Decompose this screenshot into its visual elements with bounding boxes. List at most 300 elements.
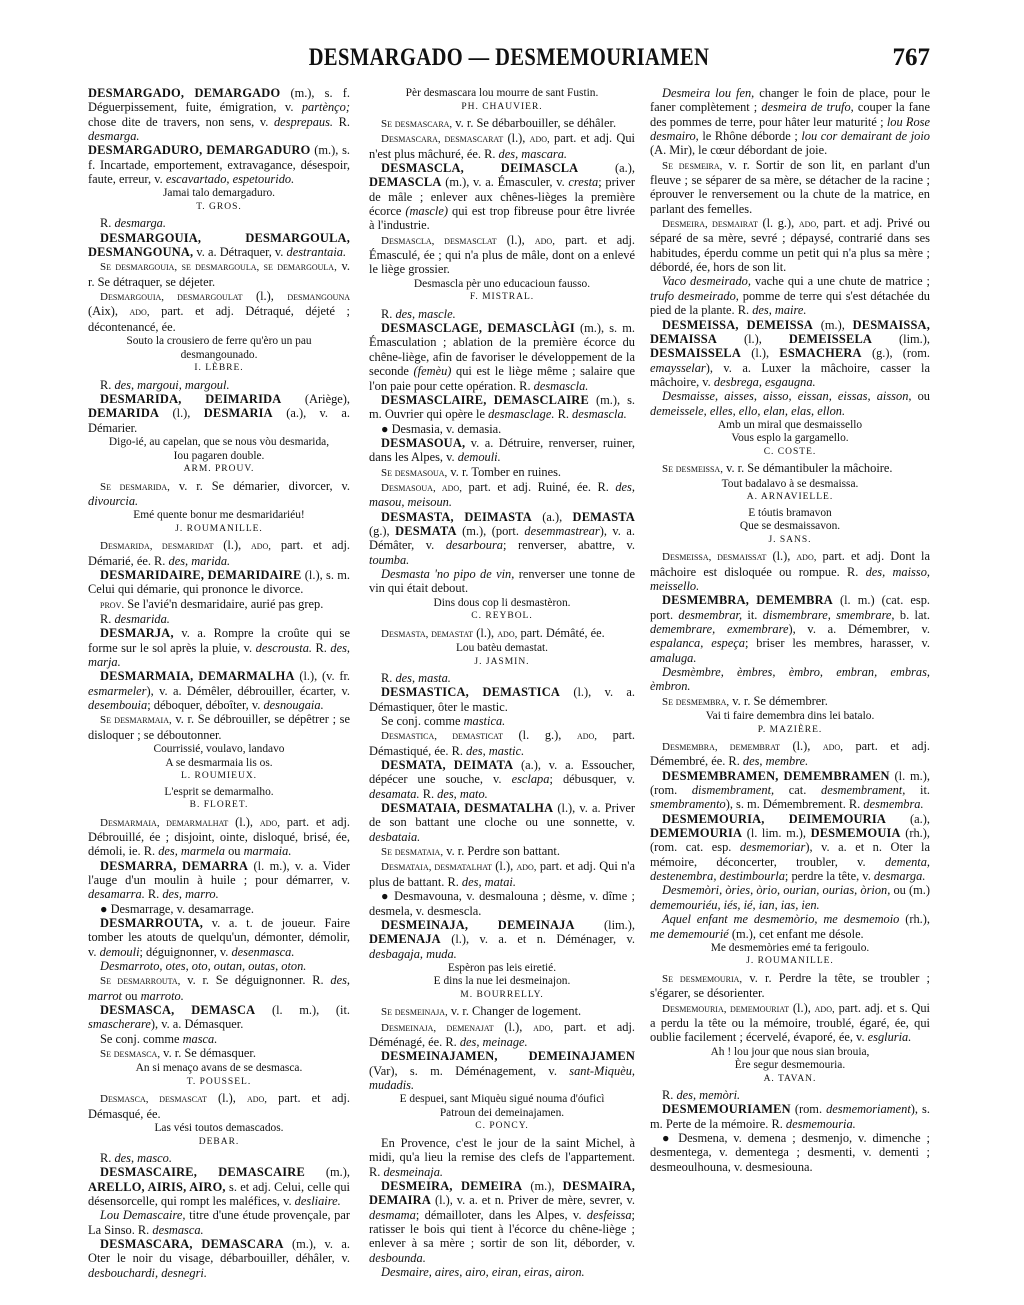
italic-text: desamarra. <box>88 887 145 902</box>
verse-citation <box>88 1122 350 1149</box>
entry-text: (A. Mir), le cœur débordant de joie. <box>650 143 828 158</box>
dictionary-entry <box>88 959 350 973</box>
italic-text: Desmèmbre, èmbres, èmbro, embran, embras, èmbron. <box>650 665 930 694</box>
dictionary-entry <box>369 671 635 685</box>
verse-citation <box>650 1046 930 1087</box>
column-right <box>650 86 930 1174</box>
italic-text: des, mato. <box>437 786 488 801</box>
entry-text: ou <box>224 844 244 859</box>
entry-text: v. a. Rompre la croûte qui se forme sur le sol après la pluie, v. <box>88 626 350 655</box>
entry-text: (l.), <box>228 814 260 829</box>
headword: ESMACHERA <box>779 346 862 361</box>
dictionary-entry <box>88 1208 350 1237</box>
entry-text: (l.), <box>503 131 530 146</box>
smallcaps-text: Desmargouia, desmargoulat <box>100 291 243 304</box>
italic-text: desmasclage. <box>488 407 555 422</box>
entry-text: (m.), s. m. Émasculation ; ablation de la première écorce du chêne-liège, afin de favoriser le développement de la seconde <box>369 321 635 379</box>
entry-text: (l.), <box>159 406 204 421</box>
dictionary-entry <box>88 538 350 568</box>
verse-line: E dins la nue lei desmeinajon. <box>433 975 571 988</box>
italic-text: Desmarroto, otes, oto, outan, outas, oton. <box>100 958 307 973</box>
italic-text: des, mascle. <box>395 306 456 321</box>
italic-text: sant-Miquèu, mudadis. <box>369 1063 635 1093</box>
entry-text: R. <box>312 640 331 655</box>
smallcaps-text: Desmeinaja, demenajat <box>381 1021 494 1034</box>
italic-text: toumba. <box>369 552 410 567</box>
entry-text: ), v. a. Démêler, débrouiller, écarter, v. <box>146 683 350 698</box>
smallcaps-text: ado, <box>534 234 555 247</box>
headword: DESMASCLA, DEIMASCLA <box>381 161 579 176</box>
italic-text: des, masco. <box>114 1151 172 1166</box>
italic-text: desmama <box>369 1207 416 1222</box>
italic-text: desmasca. <box>152 1222 204 1237</box>
headword: DESMAISSELA <box>650 346 742 361</box>
dictionary-entry <box>650 216 930 274</box>
verse-line: Jamai talo demargaduro. <box>162 187 276 200</box>
italic-text: des, mastic. <box>466 743 525 758</box>
dictionary-entry <box>650 158 930 216</box>
entry-text: R. <box>100 611 115 626</box>
dictionary-entry <box>650 1102 930 1131</box>
dictionary-entry <box>369 918 635 961</box>
italic-text: desfeissa <box>586 1207 632 1222</box>
dictionary-entry <box>369 1136 635 1179</box>
italic-text: desbrega, esgaugna. <box>713 374 816 389</box>
headword: DESMASCARA, DEMASCARA <box>100 1237 284 1252</box>
entry-text: it. <box>905 783 930 798</box>
italic-text: desenmasca. <box>231 944 295 959</box>
italic-text: desbounda. <box>369 1250 426 1265</box>
headword: DEMARIDA <box>88 406 160 421</box>
headword: DESMARIA <box>203 406 273 421</box>
entry-text: (l. m.) (cat. esp. port. <box>650 593 930 622</box>
smallcaps-text: ado, <box>814 1002 835 1015</box>
headword: DESMEMOURIAMEN <box>662 1102 791 1117</box>
verse-citation <box>88 1062 350 1089</box>
dictionary-entry <box>369 714 635 728</box>
entry-text: (rh.), (rom. cat. esp. <box>650 826 930 855</box>
dictionary-entry <box>88 1165 350 1208</box>
entry-text: ), v. a. Démembrer, v. <box>788 621 930 636</box>
entry-text: (m.), s. f. Incartade, emportement, extravagance, désespoir, faute, erreur, v. <box>88 143 350 187</box>
entry-text: part. et adj. Déménagé, ée. R. <box>369 1019 636 1050</box>
citation-author: A. TAVAN. <box>763 1073 817 1084</box>
dictionary-entry <box>369 728 635 758</box>
smallcaps-text: Se desmascara, <box>381 118 453 130</box>
headword: DESMASTICA, DEMASTICA <box>381 685 560 700</box>
italic-text: desmeinaja. <box>383 1164 444 1179</box>
entry-text: ; priver de mâle ; enlever aux chênes-lièges la première écorce <box>369 175 635 219</box>
headword: DESMASTA, DEIMASTA <box>381 509 532 524</box>
dictionary-entry <box>88 231 350 260</box>
smallcaps-text: Se desmeira, <box>662 159 723 172</box>
italic-text: dismembrare, smembrare, <box>762 607 895 622</box>
italic-text: desmarga. <box>114 216 166 231</box>
dictionary-entry <box>650 461 930 476</box>
verse-line: Courrissié, voulavo, landavo <box>153 743 285 756</box>
entry-text: ; perdre la tête, v. <box>784 869 874 884</box>
entry-text: (l.), <box>741 346 780 361</box>
italic-text: desbagaja, muda. <box>369 946 457 961</box>
headword: DESMEINAJAMEN, DEMEINAJAMEN <box>381 1049 635 1064</box>
entry-text: (l. g.), <box>502 728 577 743</box>
smallcaps-text: Desmeissa, desmaissat <box>662 551 767 564</box>
dictionary-entry <box>650 593 930 665</box>
entry-text: (m.), <box>304 1165 351 1180</box>
entry-text: s. et adj. Celui, celle qui désensorcelle, qui rompt les maléfices, v. <box>88 1179 350 1209</box>
smallcaps-text: ado, <box>259 816 280 829</box>
entry-text: Se l'avié'n desmaridaire, aurié pas grep. <box>124 596 324 611</box>
italic-text: desliaire. <box>294 1194 341 1209</box>
entry-text: (l.), <box>789 1000 815 1015</box>
dictionary-entry <box>88 902 350 916</box>
entry-text: ), s. m. Démembrement. R. <box>725 797 864 812</box>
italic-text: desnougaia. <box>263 698 324 712</box>
entry-text: ; débusquer, v. <box>549 772 635 787</box>
italic-text: (femèu) <box>413 364 452 379</box>
dictionary-entry <box>369 233 635 277</box>
smallcaps-text: Desmastica, demasticat <box>381 730 503 743</box>
italic-text: des, margoui, margoul. <box>114 377 230 392</box>
italic-text: desmembrament, <box>821 783 906 798</box>
entry-text: (g.), (rom. <box>861 346 930 361</box>
entry-text: ; renverser, abattre, v. <box>502 538 636 553</box>
dictionary-entry <box>88 815 350 859</box>
entry-text: part. et adj. Ruiné, ée. R. <box>461 479 616 494</box>
smallcaps-text: desmangouna <box>287 291 350 304</box>
italic-text: emaysselar <box>650 360 706 375</box>
italic-text: escavartado, espetourido. <box>165 172 295 187</box>
verse-line: Las vési toutos demascados. <box>154 1122 284 1135</box>
entry-text: R. <box>381 671 396 685</box>
citation-author: C. REYBOL. <box>471 611 533 622</box>
entry-text: v. r. Se démembrer. <box>729 693 828 708</box>
entry-text: (l.), v. a. et n. Déménager, v. <box>440 932 635 947</box>
entry-text: (l. lim. m.), <box>742 826 811 841</box>
headword: DESMASOUA, <box>381 435 466 450</box>
entry-text: (m.), s. f. Déguerpissement, fuite, émigration, v. <box>88 86 350 115</box>
entry-text: (l.), <box>766 549 797 564</box>
smallcaps-text: ado, <box>250 540 272 553</box>
entry-text: (l.), <box>473 625 498 640</box>
dictionary-entry <box>650 694 930 709</box>
entry-text: R. <box>662 1088 677 1103</box>
verse-line: Que se desmaissavon. <box>739 520 841 533</box>
dictionary-entry <box>650 1001 930 1045</box>
dictionary-entry <box>369 307 635 321</box>
dictionary-entry <box>650 86 930 158</box>
entry-text: (lim.), <box>574 917 635 932</box>
entry-text: part. et adj. Dont la mâchoire est disloquée ou rompue. R. <box>650 549 930 579</box>
verse-line: Vai ti faire demembra dins lei batalo. <box>705 710 875 723</box>
italic-text: esmarmeler <box>88 683 147 698</box>
italic-text: dementa, destenembra, destimbourla <box>650 854 930 884</box>
headword: DESMEMOUIA <box>810 826 901 841</box>
verse-line: Ère segur desmemouria. <box>734 1059 846 1072</box>
verse-citation <box>88 187 350 214</box>
entry-text: part. et adj. Qui n'a plus de battant. R. <box>369 859 635 889</box>
verse-citation <box>369 1093 635 1134</box>
italic-text: marroto. <box>140 988 184 1003</box>
entry-text: ), v. a. Démasquer. <box>150 1017 244 1032</box>
italic-text: des, masta. <box>395 671 451 685</box>
verse-citation <box>88 786 350 813</box>
entry-text: renverser une tonne de vin qui était debout. <box>369 566 636 596</box>
dictionary-entry <box>88 916 350 959</box>
headword: DEMEISSELA <box>788 331 873 346</box>
verse-citation <box>88 335 350 376</box>
entry-text: v. r. Se démarier, divorcer, v. <box>169 478 350 493</box>
italic-text: partènço; <box>301 100 350 115</box>
entry-text: R. <box>100 1151 115 1166</box>
italic-text: demouli <box>99 944 140 959</box>
verse-line: A se desmarmaia lis os. <box>165 756 273 769</box>
entry-text: part. et adj. Démembré, ée. R. <box>650 739 930 769</box>
entry-text: (a.), v. a. Démarier. <box>88 406 350 435</box>
citation-author: M. BOURRELLY. <box>460 989 544 1000</box>
entry-text: R. <box>144 887 163 902</box>
dictionary-entry <box>369 626 635 641</box>
italic-text: desbouchardi, desnegri. <box>88 1265 207 1280</box>
headword: DEMENAJA <box>369 932 441 947</box>
dictionary-entry <box>369 1265 635 1279</box>
entry-text: (l.), v. a. et n. Priver de mère, sevrer, v. <box>430 1193 635 1208</box>
smallcaps-text: Se desmarrouta, <box>100 975 181 988</box>
citation-author: T. GROS. <box>196 201 242 212</box>
verse-line: E despuei, sant Miquèu sigué nouma d'óuficì <box>399 1093 605 1106</box>
dictionary-entry <box>369 844 635 859</box>
verse-line: Ah ! lou jour que nous sian brouia, <box>710 1045 870 1058</box>
entry-text: (l. m.), (it. <box>255 1003 350 1017</box>
entry-text: (g.), <box>369 523 396 538</box>
dictionary-entry <box>369 758 635 801</box>
entry-text: (l.), s. m. Celui qui démarie, qui prononce le divorce. <box>88 567 350 597</box>
italic-text: destrantaia. <box>286 245 347 260</box>
italic-text: desbataia. <box>369 829 421 844</box>
italic-text: demeissele, elles, ello, elan, elas, ellon. <box>650 403 846 418</box>
italic-text: mastica. <box>463 714 506 729</box>
entry-text: (m.), <box>522 1178 563 1193</box>
verse-line: Vous esplo la gargamello. <box>731 432 849 445</box>
entry-text: le Rhône déborde ; <box>698 129 802 144</box>
citation-author: B. FLORET. <box>189 800 249 811</box>
entry-text: v. r. Sortir de son lit, en parlant d'un fleuve ; se séparer de sa mère, se détacher de la racine ; éprouver le renversement ou la chute de la matrice, en parlant des femelles. <box>650 157 930 216</box>
entry-text: ou <box>121 988 141 1003</box>
smallcaps-text: ado, <box>516 861 537 874</box>
smallcaps-text: prov. <box>100 598 125 611</box>
citation-author: A. ARNAVIELLE. <box>746 492 834 503</box>
dictionary-entry <box>88 392 350 435</box>
smallcaps-text: Desmeira, desmairat <box>662 218 758 231</box>
dictionary-entry <box>88 1032 350 1046</box>
entry-text: v. r. Se déguignonner. R. <box>180 973 331 988</box>
dictionary-entry <box>650 769 930 812</box>
headword: DESMARJA, <box>100 626 174 641</box>
entry-text: v. a. Détraquer, v. <box>193 245 287 260</box>
italic-text: trufo desmeirado, <box>650 288 739 303</box>
verse-citation <box>369 642 635 669</box>
dictionary-entry <box>369 685 635 714</box>
dictionary-entry <box>88 1091 350 1121</box>
italic-text: desmemoriar <box>739 840 806 855</box>
entry-text: (m.), v. a. Émasculer, v. <box>441 175 569 190</box>
italic-text: smascherare <box>88 1017 151 1032</box>
entry-text: part. Démâté, ée. <box>517 625 605 640</box>
entry-text: ; démailloter, dans les Alpes, v. <box>415 1207 587 1222</box>
headword: DESMEINAJA, DEMEINAJA <box>381 917 575 932</box>
entry-text: v. r. Se débarbouiller, se déhâler. <box>452 116 617 130</box>
verse-citation <box>369 278 635 305</box>
dictionary-entry <box>88 859 350 902</box>
entry-text: (m.), cet enfant me désole. <box>728 926 864 941</box>
entry-text: part. et adj. Démasqué, ée. <box>88 1091 350 1121</box>
italic-text: des, maisso, meissello. <box>650 564 930 593</box>
entry-text: ; déboquer, déboîter, v. <box>147 698 264 712</box>
entry-text: ), s. m. Perte de la mémoire. R. <box>650 1102 930 1131</box>
smallcaps-text: ado, <box>529 133 550 146</box>
verse-line: Emé quente bonur me desmaridariéu! <box>133 509 305 522</box>
entry-text: (l. g.), <box>757 216 799 231</box>
italic-text: Desmasta 'no pipo de vin, <box>381 566 515 581</box>
verse-citation <box>650 710 930 737</box>
entry-text: (l.), <box>493 1019 534 1034</box>
dictionary-entry <box>369 1020 635 1050</box>
italic-text: des, membre. <box>742 754 809 769</box>
dictionary-entry <box>369 889 635 918</box>
italic-text: desmeira de trufo, <box>761 100 854 115</box>
italic-text: espalanca, espeça <box>650 636 745 651</box>
headword: DESMEIRA, DEMEIRA <box>381 1178 523 1193</box>
italic-text: amaluga. <box>650 650 697 665</box>
citation-author: DEBAR. <box>198 1136 240 1147</box>
dictionary-entry <box>650 1088 930 1102</box>
entry-text: (Ariège), <box>281 392 350 406</box>
entry-text: b. lat. <box>894 607 930 622</box>
column-left <box>88 86 350 1280</box>
headword: DESMEISSA, DEMEISSA <box>662 317 813 332</box>
italic-text: lou Rose desmairo, <box>650 114 930 144</box>
smallcaps-text: ado, <box>497 627 518 640</box>
italic-text: masca. <box>182 1031 218 1046</box>
smallcaps-text: Se desmataia, <box>381 846 444 859</box>
italic-text: desembouia <box>88 698 148 712</box>
smallcaps-text: Desmasca, desmascat <box>100 1093 207 1106</box>
dictionary-entry <box>650 883 930 912</box>
entry-text: ● Desmasia, v. demasia. <box>381 421 502 436</box>
dictionary-entry <box>650 274 930 317</box>
entry-text: Se conj. comme <box>381 714 464 729</box>
headword: DESMARIDA, DEIMARIDA <box>100 392 282 406</box>
verse-line: Souto la crousiero de ferre qu'èro un pau desmangounado. <box>126 335 312 361</box>
dictionary-entry <box>369 510 635 567</box>
italic-text: lou cor demairant de joio <box>801 129 930 144</box>
smallcaps-text: Se desmemouria, <box>662 972 743 985</box>
smallcaps-text: Desmasoua, ado, <box>381 481 462 494</box>
citation-author: C. PONCY. <box>475 1121 529 1132</box>
entry-text: part. et adj. Émasculé, ée ; qui n'a plus de mâle, dont on a enlevé le liège grossier. <box>369 232 635 277</box>
entry-text: (lim.), <box>872 331 930 346</box>
dictionary-entry <box>650 549 930 593</box>
entry-text: v. a. t. de joueur. Faire tomber les atouts de quelqu'un, démonter, démolir, v. <box>88 915 350 959</box>
smallcaps-text: Se desmargouia, se desmargoula, se demargoula, <box>100 261 337 274</box>
italic-text: des, marrot <box>88 973 350 1003</box>
entry-text: it. <box>742 607 763 622</box>
italic-text: des, masou, meisoun. <box>369 479 635 510</box>
entry-text: (l.), v. a. Démastiquer, ôter le mastic. <box>369 685 635 714</box>
headword: DEMASCLA <box>369 175 442 190</box>
smallcaps-text: ado, <box>129 306 150 319</box>
entry-text: (l. m.), (rom. <box>650 768 930 798</box>
headword: DESMARGOUIA, DESMARGOULA, DESMANGOUNA, <box>88 230 350 260</box>
headword: DESMEMBRAMEN, DEMEMBRAMEN <box>662 768 890 783</box>
headword: DESMARGADO, DEMARGADO <box>88 86 281 100</box>
citation-author: J. ROUMANILLE. <box>746 956 834 967</box>
entry-text: chose dite de travers, non sens, v. <box>88 114 274 129</box>
page-number: 767 <box>892 44 930 71</box>
citation-author: I. LÈBRE. <box>194 363 244 374</box>
entry-text: ), v. a. Démâter, v. <box>369 523 635 553</box>
entry-text: ; briser les membres, harasser, v. <box>744 636 930 651</box>
headword: ARELLO, AIRIS, AIRO, <box>88 1179 226 1194</box>
smallcaps-text: Se desmasca, <box>100 1048 161 1061</box>
headword: DESMARIDAIRE, DEMARIDAIRE <box>100 567 302 582</box>
dictionary-entry <box>88 378 350 392</box>
italic-text: desmemoriament <box>826 1102 911 1117</box>
dictionary-entry <box>88 1003 350 1032</box>
dictionary-entry <box>88 712 350 742</box>
running-title: DESMARGADO — DESMEMOURIAMEN <box>308 44 710 71</box>
italic-text: des, maire. <box>752 303 807 318</box>
entry-text: part. et adj. Détraqué, déjeté ; décontenancé, ée. <box>88 304 350 334</box>
dictionary-entry <box>369 1004 635 1019</box>
headword: DESMATAIA, DESMATALHA <box>381 801 554 816</box>
entry-text: ; déguignonner, v. <box>139 944 232 959</box>
headword: DESMARROUTA, <box>100 915 204 930</box>
italic-text: Aquel enfant me desmemòrio, me desmemoio <box>662 912 900 927</box>
dictionary-entry <box>650 971 930 1001</box>
entry-text: ● Desmena, v. demena ; desmenjo, v. dimenche ; desmentega, v. dementega ; desmenti, v. dementi ; desmeoulhouna, v. desmesiouna. <box>650 1131 930 1174</box>
dictionary-entry <box>369 161 635 233</box>
headword: DESMARMAIA, DEMARMALHA <box>100 669 295 684</box>
headword: DESMASCA, DEMASCA <box>100 1003 256 1017</box>
verse-line: Me desmemòries emé ta ferigoulo. <box>710 941 870 954</box>
entry-text: cat. <box>774 783 822 798</box>
verse-citation <box>88 436 350 477</box>
verse-citation <box>369 962 635 1003</box>
italic-text: demouli. <box>457 450 501 465</box>
smallcaps-text: Se desmeissa, <box>662 463 723 476</box>
smallcaps-text: Desmarmaia, demarmalhat <box>100 816 229 829</box>
dictionary-entry <box>369 116 635 131</box>
entry-text: part. adj. et s. Qui a perdu la tête ou la mémoire, troublé, égaré, ée, qui oublie facilement ; écervelé, évaporé, ée, v. <box>650 1000 930 1045</box>
entry-text: (Aix), <box>88 304 130 319</box>
citation-author: T. POUSSEL. <box>186 1076 252 1087</box>
verse-line: Lou batèu demastat. <box>455 642 549 654</box>
italic-text: desmarida. <box>114 611 170 626</box>
entry-text: (a.), <box>578 161 635 176</box>
headword: DEMEMOURIA <box>650 826 743 841</box>
smallcaps-text: Desmataia, desmatalhat <box>381 861 493 874</box>
entry-text: (l.), <box>213 538 251 553</box>
dictionary-entry <box>88 289 350 334</box>
entry-text: part. et adj. Privé ou séparé de sa mère, sevré ; dépaysé, contrarié dans ses habitudes, éperdu comme un petit qui n'a plus sa mère ; débordé, ée, hors de son lit. <box>650 216 930 275</box>
dictionary-entry <box>369 436 635 465</box>
headword: DESMEMBRA, DEMEMBRA <box>662 593 833 608</box>
verse-line: Dins dous cop li desmastèron. <box>433 596 571 609</box>
dictionary-entry <box>88 626 350 669</box>
entry-text: v. r. Perdre la tête, se troubler ; s'égarer, se désorienter. <box>650 970 930 1001</box>
entry-text: (a.), v. a. Essoucher, dépécer une souche, v. <box>369 758 635 787</box>
